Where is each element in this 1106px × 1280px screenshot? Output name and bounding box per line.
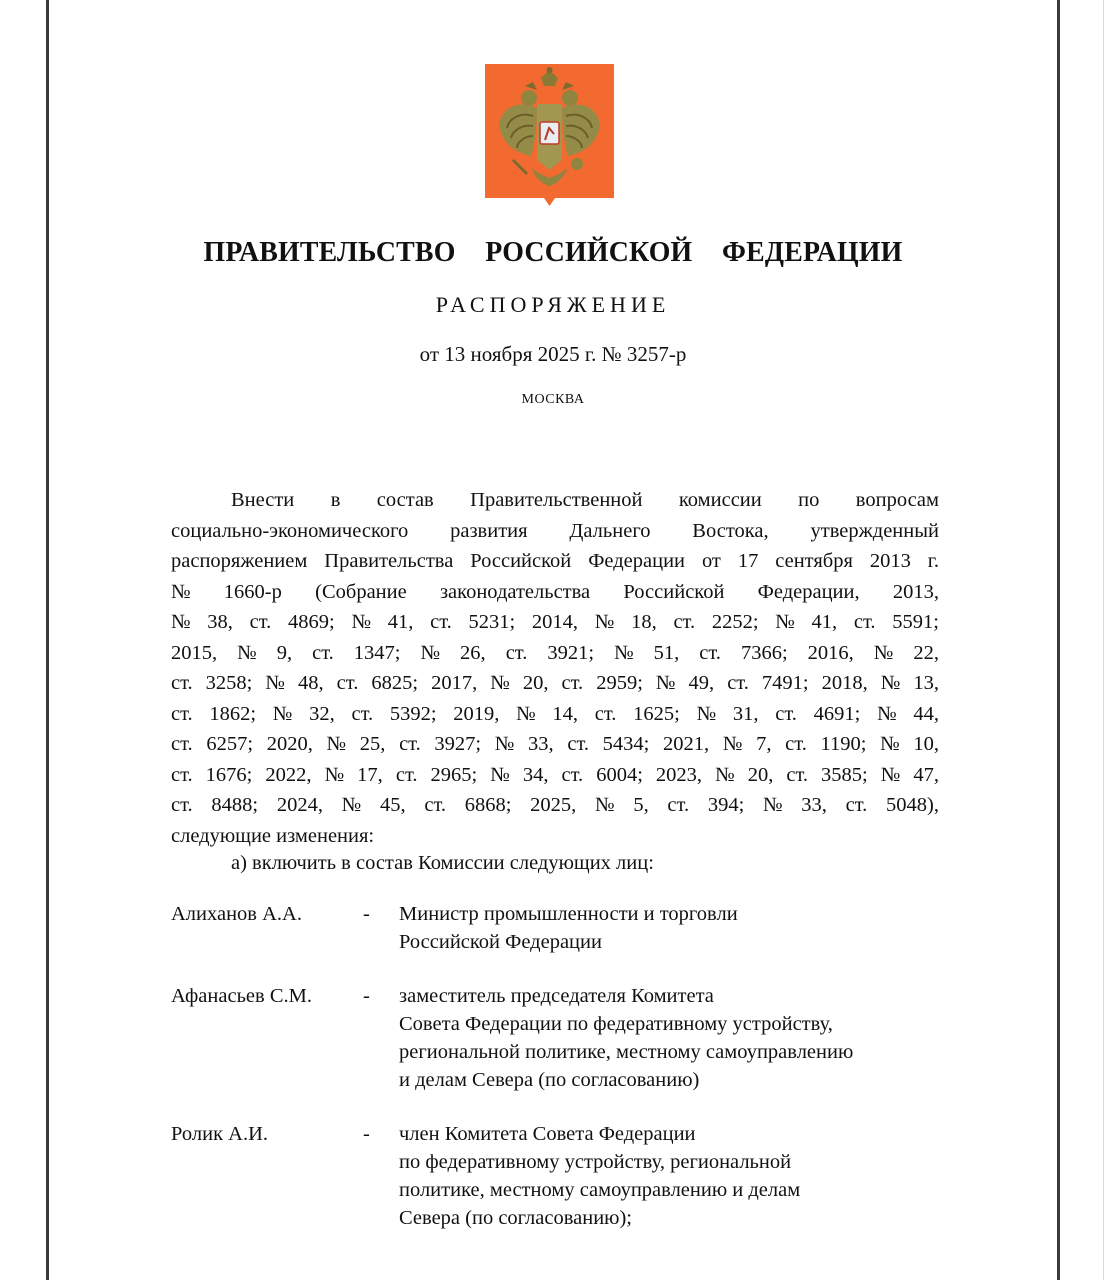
- member-role-line: член Комитета Совета Федерации: [399, 1123, 696, 1145]
- member-role: [399, 900, 931, 956]
- member-role-line: политике, местному самоуправлению и делам: [399, 1179, 801, 1201]
- member-role-line: заместитель председателя Комитета: [399, 985, 714, 1007]
- body-line: ст. 1862; № 32, ст. 5392; 2019, № 14, ст. 1625; № 31, ст. 4691; № 44,: [171, 702, 939, 725]
- body-line: социально-экономического развития Дальнего Востока, утвержденный: [171, 519, 939, 542]
- member-name: Ролик А.И.: [171, 1123, 269, 1145]
- body-line: № 38, ст. 4869; № 41, ст. 5231; 2014, № 18, ст. 2252; № 41, ст. 5591;: [171, 611, 939, 633]
- member-row: [171, 982, 931, 1094]
- member-role-line: Министр промышленности и торговли: [399, 903, 738, 925]
- member-role: [399, 1120, 931, 1232]
- page-border-left: [46, 0, 49, 1280]
- member-dash: -: [363, 903, 370, 925]
- body-line: ст. 8488; 2024, № 45, ст. 6868; 2025, № 5, ст. 394; № 33, ст. 5048),: [171, 794, 939, 816]
- document-city: МОСКВА: [521, 392, 585, 407]
- body-line: Внести в состав Правительственной комиссии по вопросам: [231, 489, 939, 511]
- member-name: Афанасьев С.М.: [171, 985, 312, 1007]
- member-dash: -: [363, 985, 370, 1007]
- member-role-line: и делам Севера (по согласованию): [399, 1069, 700, 1091]
- page-border-right: [1057, 0, 1060, 1280]
- member-role: [399, 982, 931, 1094]
- order-body-paragraph: [171, 485, 939, 851]
- body-line: № 1660-р (Собрание законодательства Российской Федерации, 2013,: [171, 580, 939, 603]
- body-line: ст. 1676; 2022, № 17, ст. 2965; № 34, ст. 6004; 2023, № 20, ст. 3585; № 47,: [171, 763, 939, 786]
- body-line: следующие изменения:: [171, 824, 375, 847]
- member-role-line: Совета Федерации по федеративному устройству,: [399, 1013, 833, 1035]
- member-role-line: Севера (по согласованию);: [399, 1207, 633, 1229]
- member-name: Алиханов А.А.: [171, 903, 302, 925]
- member-role-line: Российской Федерации: [399, 931, 602, 953]
- document-date-number: от 13 ноября 2025 г. № 3257-р: [419, 342, 687, 366]
- member-role-line: по федеративному устройству, региональной: [399, 1151, 792, 1173]
- body-line: ст. 3258; № 48, ст. 6825; 2017, № 20, ст. 2959; № 49, ст. 7491; 2018, № 13,: [171, 672, 939, 694]
- member-role-line: региональной политике, местному самоуправлению: [399, 1041, 854, 1063]
- body-line: ст. 6257; 2020, № 25, ст. 3927; № 33, ст. 5434; 2021, № 7, ст. 1190; № 10,: [171, 733, 939, 755]
- members-list: [171, 900, 931, 1258]
- member-dash: -: [363, 1123, 370, 1145]
- sub-item-a: а) включить в состав Комиссии следующих лиц:: [231, 852, 654, 874]
- body-line: 2015, № 9, ст. 1347; № 26, ст. 3921; № 51, ст. 7366; 2016, № 22,: [171, 641, 939, 664]
- government-title: ПРАВИТЕЛЬСТВО РОССИЙСКОЙ ФЕДЕРАЦИИ: [203, 236, 903, 268]
- member-row: [171, 900, 931, 956]
- screen-edge-line: [1103, 0, 1104, 1280]
- body-line: распоряжением Правительства Российской Федерации от 17 сентября 2013 г.: [171, 550, 939, 572]
- document-type: РАСПОРЯЖЕНИЕ: [435, 292, 671, 317]
- member-row: [171, 1120, 931, 1232]
- coat-of-arms-icon: [485, 64, 614, 209]
